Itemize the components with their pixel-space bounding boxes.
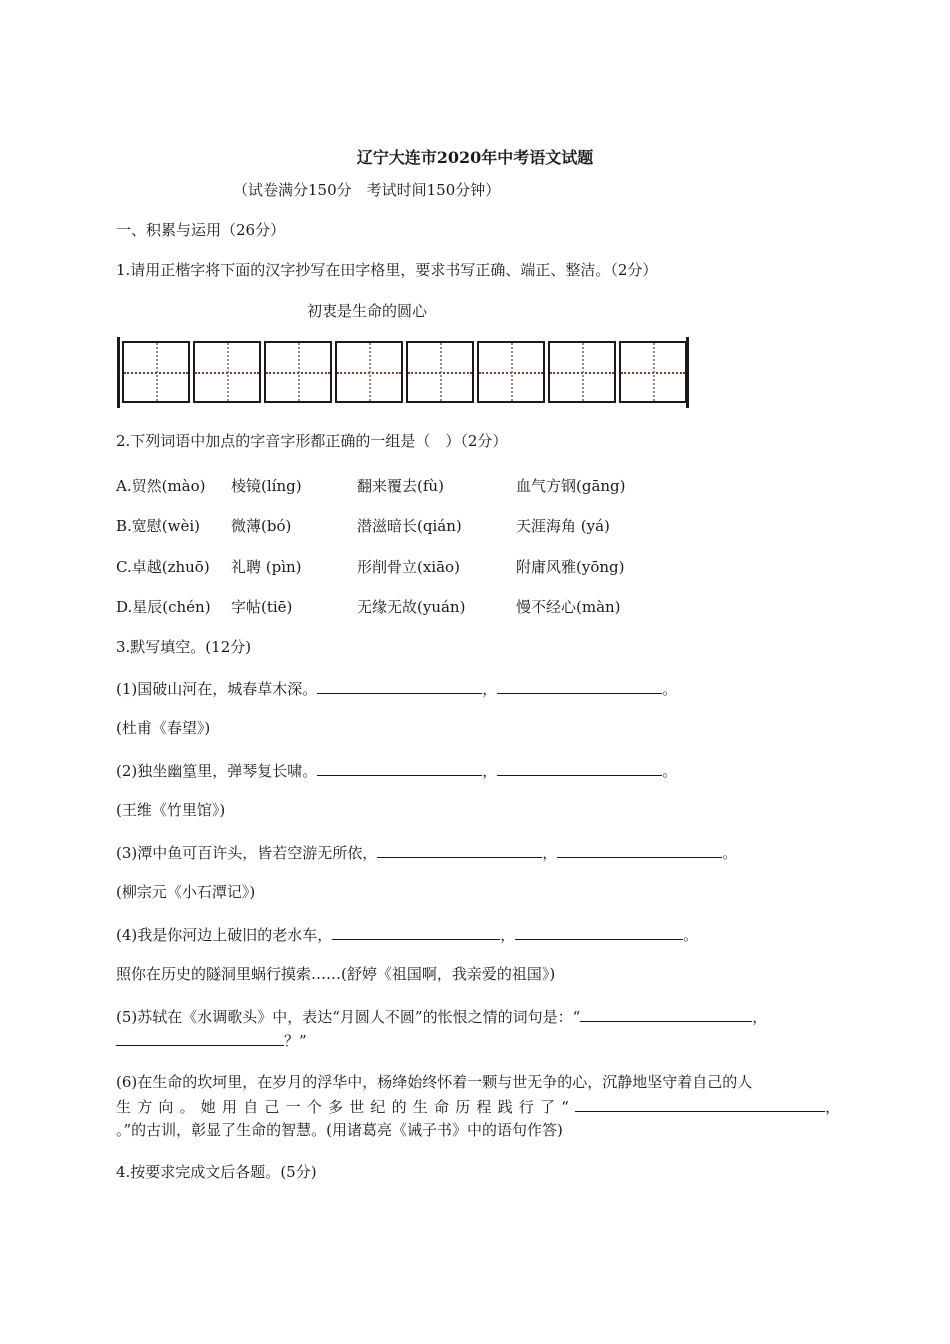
fill-item-2-source: (王维《竹里馆》) <box>116 801 226 819</box>
grid-cell[interactable] <box>548 341 616 403</box>
option-term: 棱镜(líng) <box>231 477 302 495</box>
grid-guide-vertical <box>440 343 442 401</box>
section-heading: 一、积累与运用（26分） <box>116 221 286 239</box>
answer-blank[interactable] <box>557 842 722 858</box>
grid-guide-vertical <box>653 343 655 401</box>
option-term: 无缘无故(yuán) <box>357 598 466 616</box>
fill-item-3: (3)潭中鱼可百许头，皆若空游无所依， ， 。 <box>116 844 738 862</box>
answer-blank[interactable] <box>116 1030 284 1046</box>
page-title: 辽宁大连市2020年中考语文试题 <box>356 148 594 167</box>
option-term: 字帖(tiē) <box>231 598 293 616</box>
grid-guide-vertical <box>227 343 229 401</box>
option-term: 慢不经心(màn) <box>516 598 621 616</box>
option-term: 形削骨立(xiāo) <box>357 558 460 576</box>
option-term: 血气方钢(gāng) <box>516 477 626 495</box>
answer-blank[interactable] <box>497 760 662 776</box>
fill-item-4-source: 照你在历史的隧洞里蜗行摸索……(舒婷《祖国啊，我亲爱的祖国》) <box>116 965 556 983</box>
answer-blank[interactable] <box>377 842 542 858</box>
grid-cell[interactable] <box>264 341 332 403</box>
copy-phrase: 初衷是生命的圆心 <box>307 302 428 320</box>
option-term: 微薄(bó) <box>231 517 292 535</box>
grid-cell[interactable] <box>619 341 687 403</box>
fill-item-2: (2)独坐幽篁里，弹琴复长啸。 ， 。 <box>116 762 678 780</box>
option-term: 翻来覆去(fù) <box>357 477 444 495</box>
answer-blank[interactable] <box>317 678 482 694</box>
option-label[interactable]: A.贸然(mào) <box>116 477 206 495</box>
fill-item-4: (4)我是你河边上破旧的老水车， ， 。 <box>116 926 699 944</box>
answer-blank[interactable] <box>317 760 482 776</box>
option-label[interactable]: D.星辰(chén) <box>116 598 211 616</box>
answer-blank[interactable] <box>575 1096 825 1112</box>
grid-guide-vertical <box>511 343 513 401</box>
option-term: 天涯海角 (yá) <box>516 517 610 535</box>
fill-item-6-cont: 生方向。她用自己一个多世纪的生命历程践行了“ ， <box>116 1098 847 1116</box>
option-label[interactable]: B.宽慰(wèi) <box>116 517 201 535</box>
grid-cell[interactable] <box>122 341 190 403</box>
grid-guide-vertical <box>582 343 584 401</box>
grid-guide-vertical <box>298 343 300 401</box>
option-term: 礼聘 (pìn) <box>231 558 302 576</box>
question-4-prompt: 4.按要求完成文后各题。(5分) <box>116 1163 317 1181</box>
fill-item-6: (6)在生命的坎坷里，在岁月的浮华中，杨绛始终怀着一颗与世无争的心，沉静地坚守着自己的人 <box>116 1073 753 1091</box>
answer-blank[interactable] <box>497 678 662 694</box>
answer-blank[interactable] <box>332 924 500 940</box>
grid-cell[interactable] <box>406 341 474 403</box>
tianzige-grid <box>117 337 689 408</box>
option-label[interactable]: C.卓越(zhuō) <box>116 558 210 576</box>
grid-guide-vertical <box>369 343 371 401</box>
question-2-prompt: 2.下列词语中加点的字音字形都正确的一组是（ ）（2分） <box>116 432 508 450</box>
grid-cell[interactable] <box>477 341 545 403</box>
option-term: 附庸风雅(yōng) <box>516 558 625 576</box>
answer-blank[interactable] <box>515 924 683 940</box>
fill-item-5: (5)苏轼在《水调歌头》中，表达“月圆人不圆”的怅恨之情的词句是：“ ， <box>116 1008 768 1026</box>
fill-item-6-end: 。”的古训，彰显了生命的智慧。(用诸葛亮《诫子书》中的语句作答) <box>116 1121 563 1139</box>
fill-item-1-source: (杜甫《春望》) <box>116 719 211 737</box>
option-term: 潜滋暗长(qián) <box>357 517 462 535</box>
exam-info: （试卷满分150分 考试时间150分钟） <box>233 181 501 199</box>
question-3-prompt: 3.默写填空。(12分) <box>116 638 252 656</box>
grid-cell[interactable] <box>193 341 261 403</box>
fill-item-5-cont: ？” <box>116 1030 307 1051</box>
question-1-prompt: 1.请用正楷字将下面的汉字抄写在田字格里，要求书写正确、端正、整洁。（2分） <box>116 261 658 279</box>
grid-cell[interactable] <box>335 341 403 403</box>
fill-item-1: (1)国破山河在，城春草木深。 ， 。 <box>116 680 678 698</box>
grid-guide-vertical <box>156 343 158 401</box>
answer-blank[interactable] <box>580 1006 752 1022</box>
fill-item-3-source: (柳宗元《小石潭记》) <box>116 883 256 901</box>
